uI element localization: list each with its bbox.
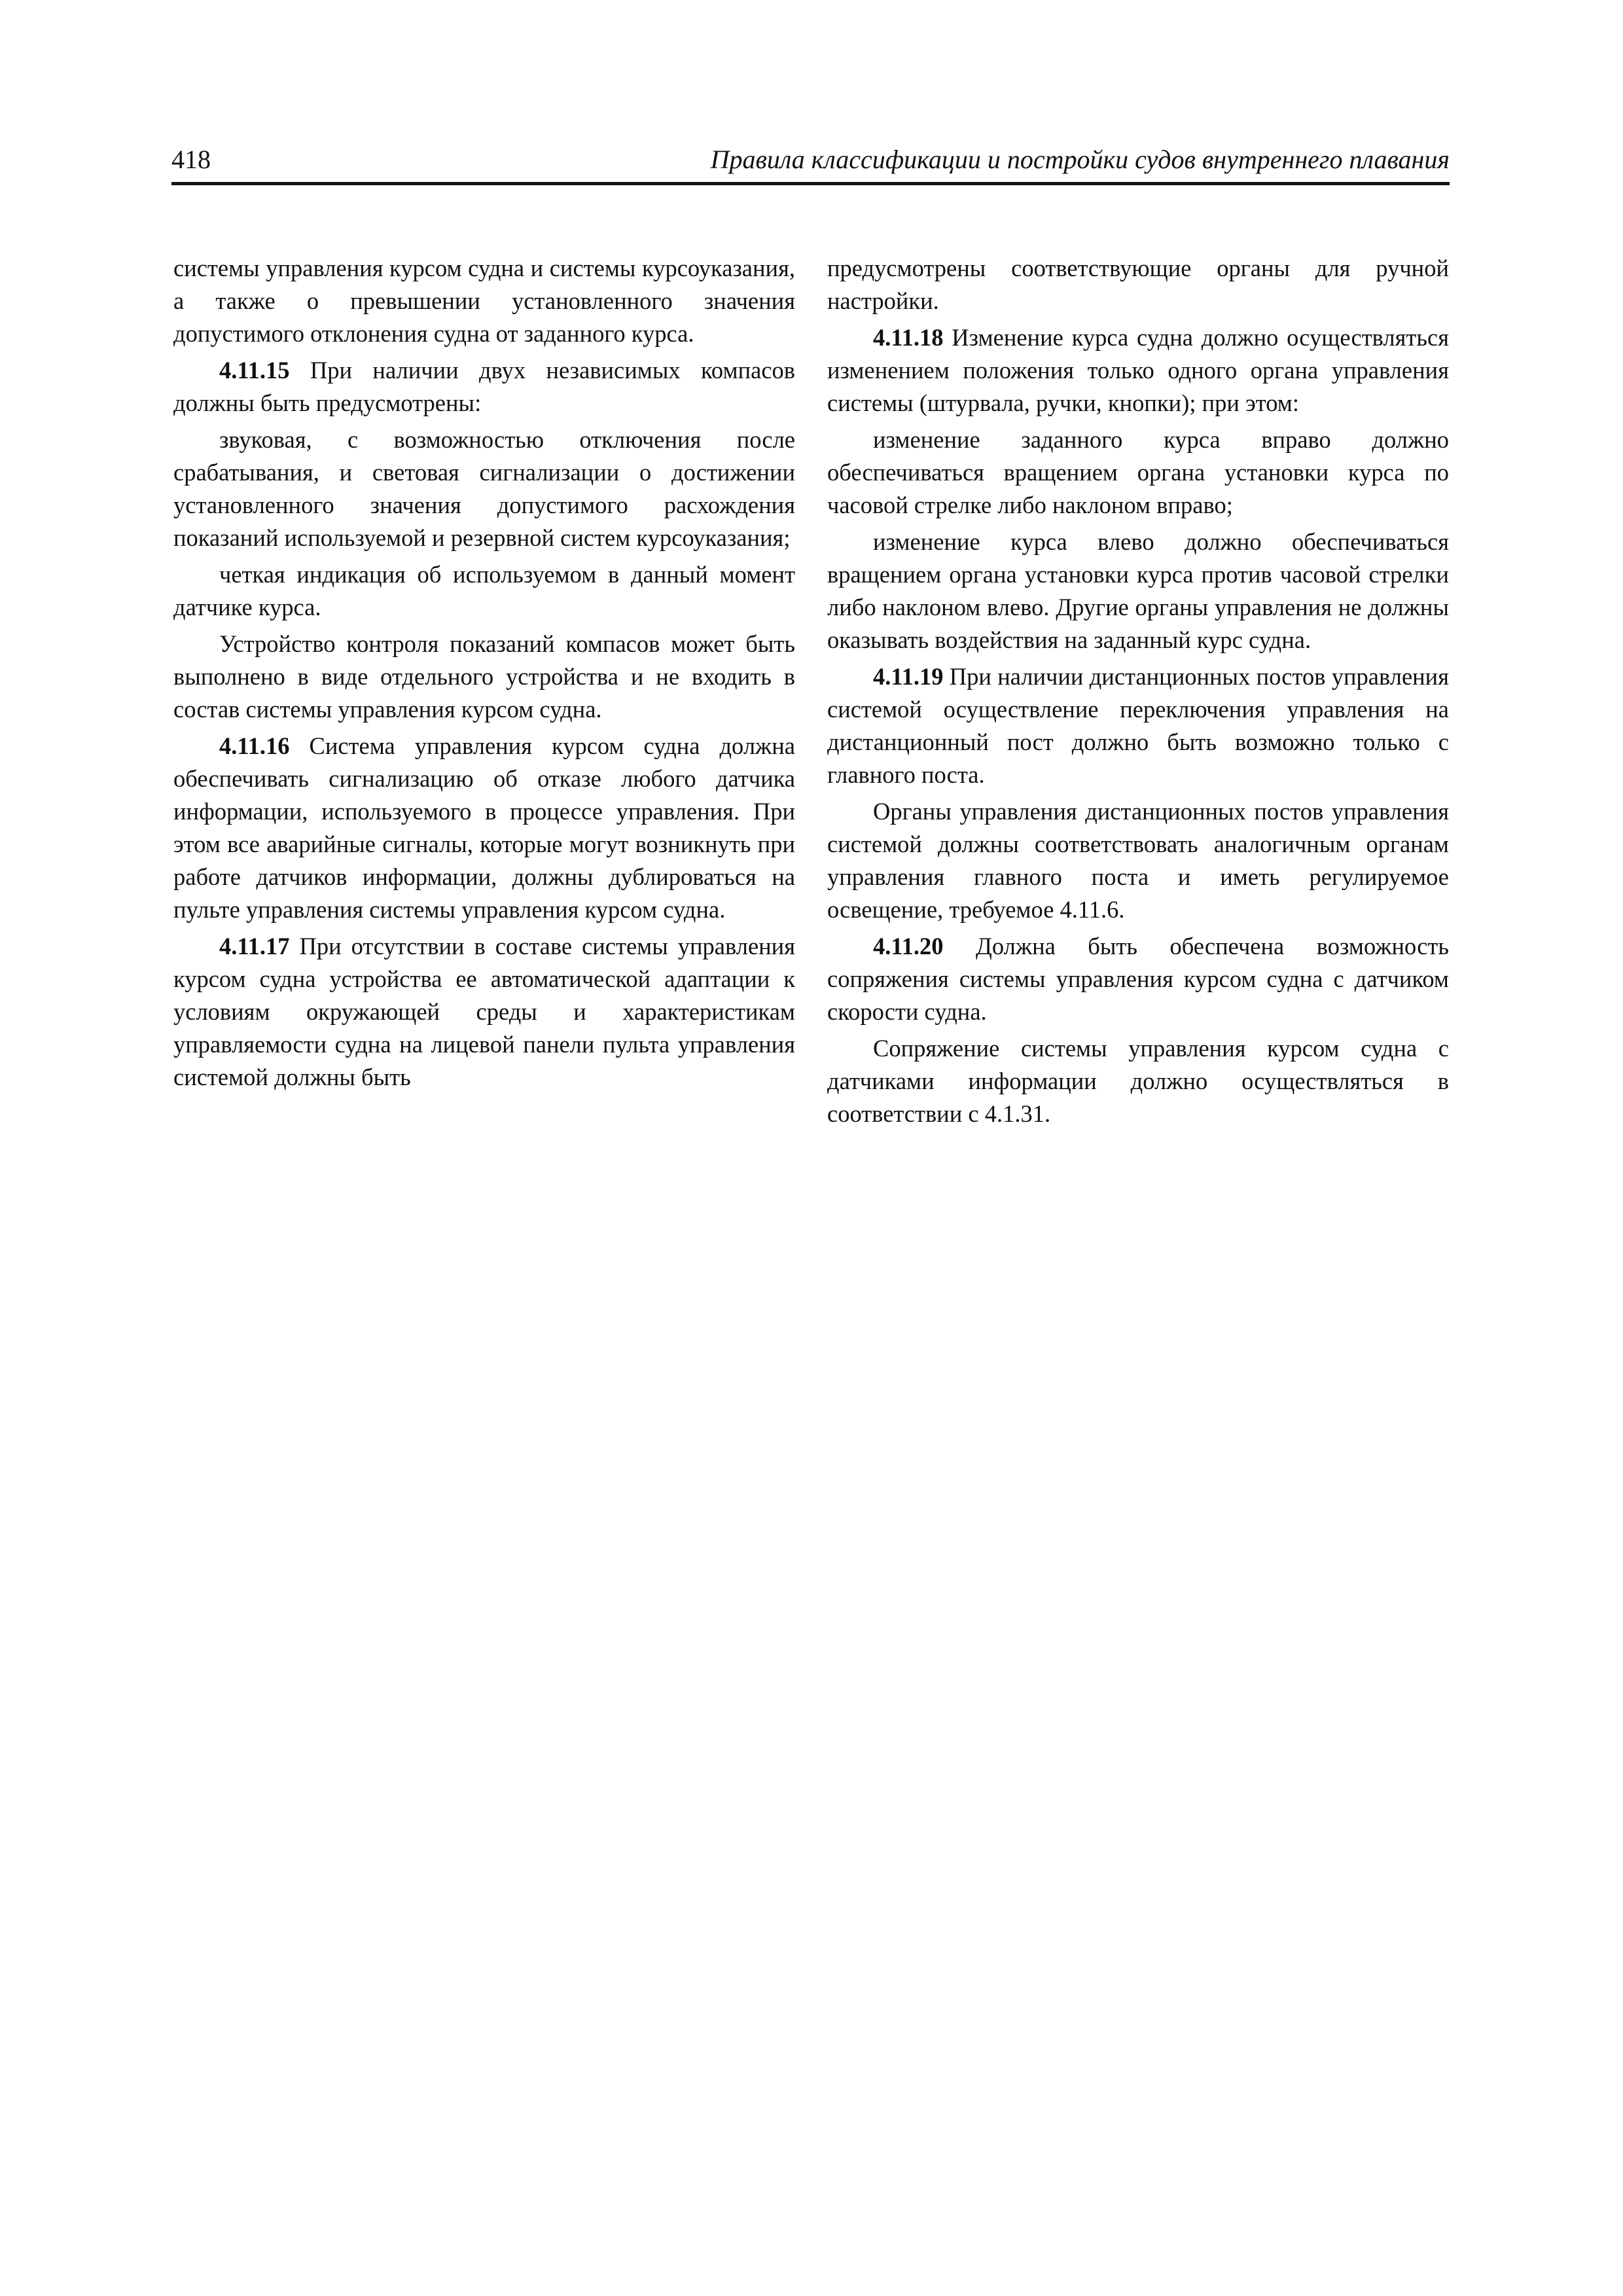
paragraph-text: изменение заданного курса вправо должно обеспечиваться вращением органа установки курса по часовой стрелке либо наклоном вправо; [827,426,1449,518]
running-title: Правила классификации и постройки судов внутреннего плавания [710,145,1450,174]
clause-number: 4.11.18 [873,324,944,351]
page-number: 418 [171,145,211,174]
paragraph [827,930,1449,1028]
paragraph [173,558,795,624]
left-column [173,252,795,1098]
page-header [171,139,1450,185]
clause-number: 4.11.17 [219,933,290,960]
paragraph [827,252,1449,317]
paragraph-text: Система управления курсом судна должна обеспечивать сигнализацию об отказе любого датчика информации, используемого в процессе управления. При этом все аварийные сигналы, которые могут возникнуть при работе датчиков информации, должны дублироваться на пульте управления системы управления курсом судна. [173,732,795,923]
paragraph [827,423,1449,522]
clause-number: 4.11.16 [219,732,290,759]
paragraph [173,252,795,350]
paragraph [173,730,795,926]
paragraph-text: При наличии двух независимых компасов должны быть предусмотрены: [173,357,795,416]
paragraph [827,1032,1449,1130]
paragraph-text: Изменение курса судна должно осуществляться изменением положения только одного органа управления системы (штурвала, ручки, кнопки); при этом: [827,324,1449,416]
paragraph [173,354,795,420]
paragraph-text: звуковая, с возможностью отключения после срабатывания, и световая сигнализации о достижении установленного значения допустимого расхождения показаний используемой и резервной систем курсоуказания; [173,426,795,551]
paragraph [173,423,795,554]
paragraph-text: системы управления курсом судна и системы курсоуказания, а также о превышении установленного значения допустимого отклонения судна от заданного курса. [173,255,795,347]
paragraph [827,660,1449,791]
right-column [827,252,1449,1134]
paragraph-text: предусмотрены соответствующие органы для ручной настройки. [827,255,1449,314]
clause-number: 4.11.19 [873,663,944,690]
paragraph [827,321,1449,420]
paragraph-text: четкая индикация об используемом в данный момент датчике курса. [173,561,795,620]
paragraph [173,930,795,1094]
paragraph [173,628,795,726]
paragraph-text: Сопряжение системы управления курсом судна с датчиками информации должно осуществляться в соответствии с 4.1.31. [827,1035,1449,1127]
paragraph-text: Должна быть обеспечена возможность сопряжения системы управления курсом судна с датчиком скорости судна. [827,933,1449,1025]
paragraph [827,526,1449,656]
paragraph [827,795,1449,926]
clause-number: 4.11.15 [219,357,290,384]
paragraph-text: При наличии дистанционных постов управления системой осуществление переключения управления на дистанционный пост должно быть возможно только с главного поста. [827,663,1449,788]
clause-number: 4.11.20 [873,933,944,960]
paragraph-text: изменение курса влево должно обеспечиваться вращением органа установки курса против часовой стрелки либо наклоном влево. Другие органы управления не должны оказывать воздействия на заданный курс судна. [827,528,1449,653]
paragraph-text: При отсутствии в составе системы управления курсом судна устройства ее автоматической адаптации к условиям окружающей среды и характеристикам управляемости судна на лицевой панели пульта управления системой должны быть [173,933,795,1090]
paragraph-text: Органы управления дистанционных постов управления системой должны соответствовать аналогичным органам управления главного поста и иметь регулируемое освещение, требуемое 4.11.6. [827,798,1449,923]
paragraph-text: Устройство контроля показаний компасов может быть выполнено в виде отдельного устройства и не входить в состав системы управления курсом судна. [173,630,795,723]
